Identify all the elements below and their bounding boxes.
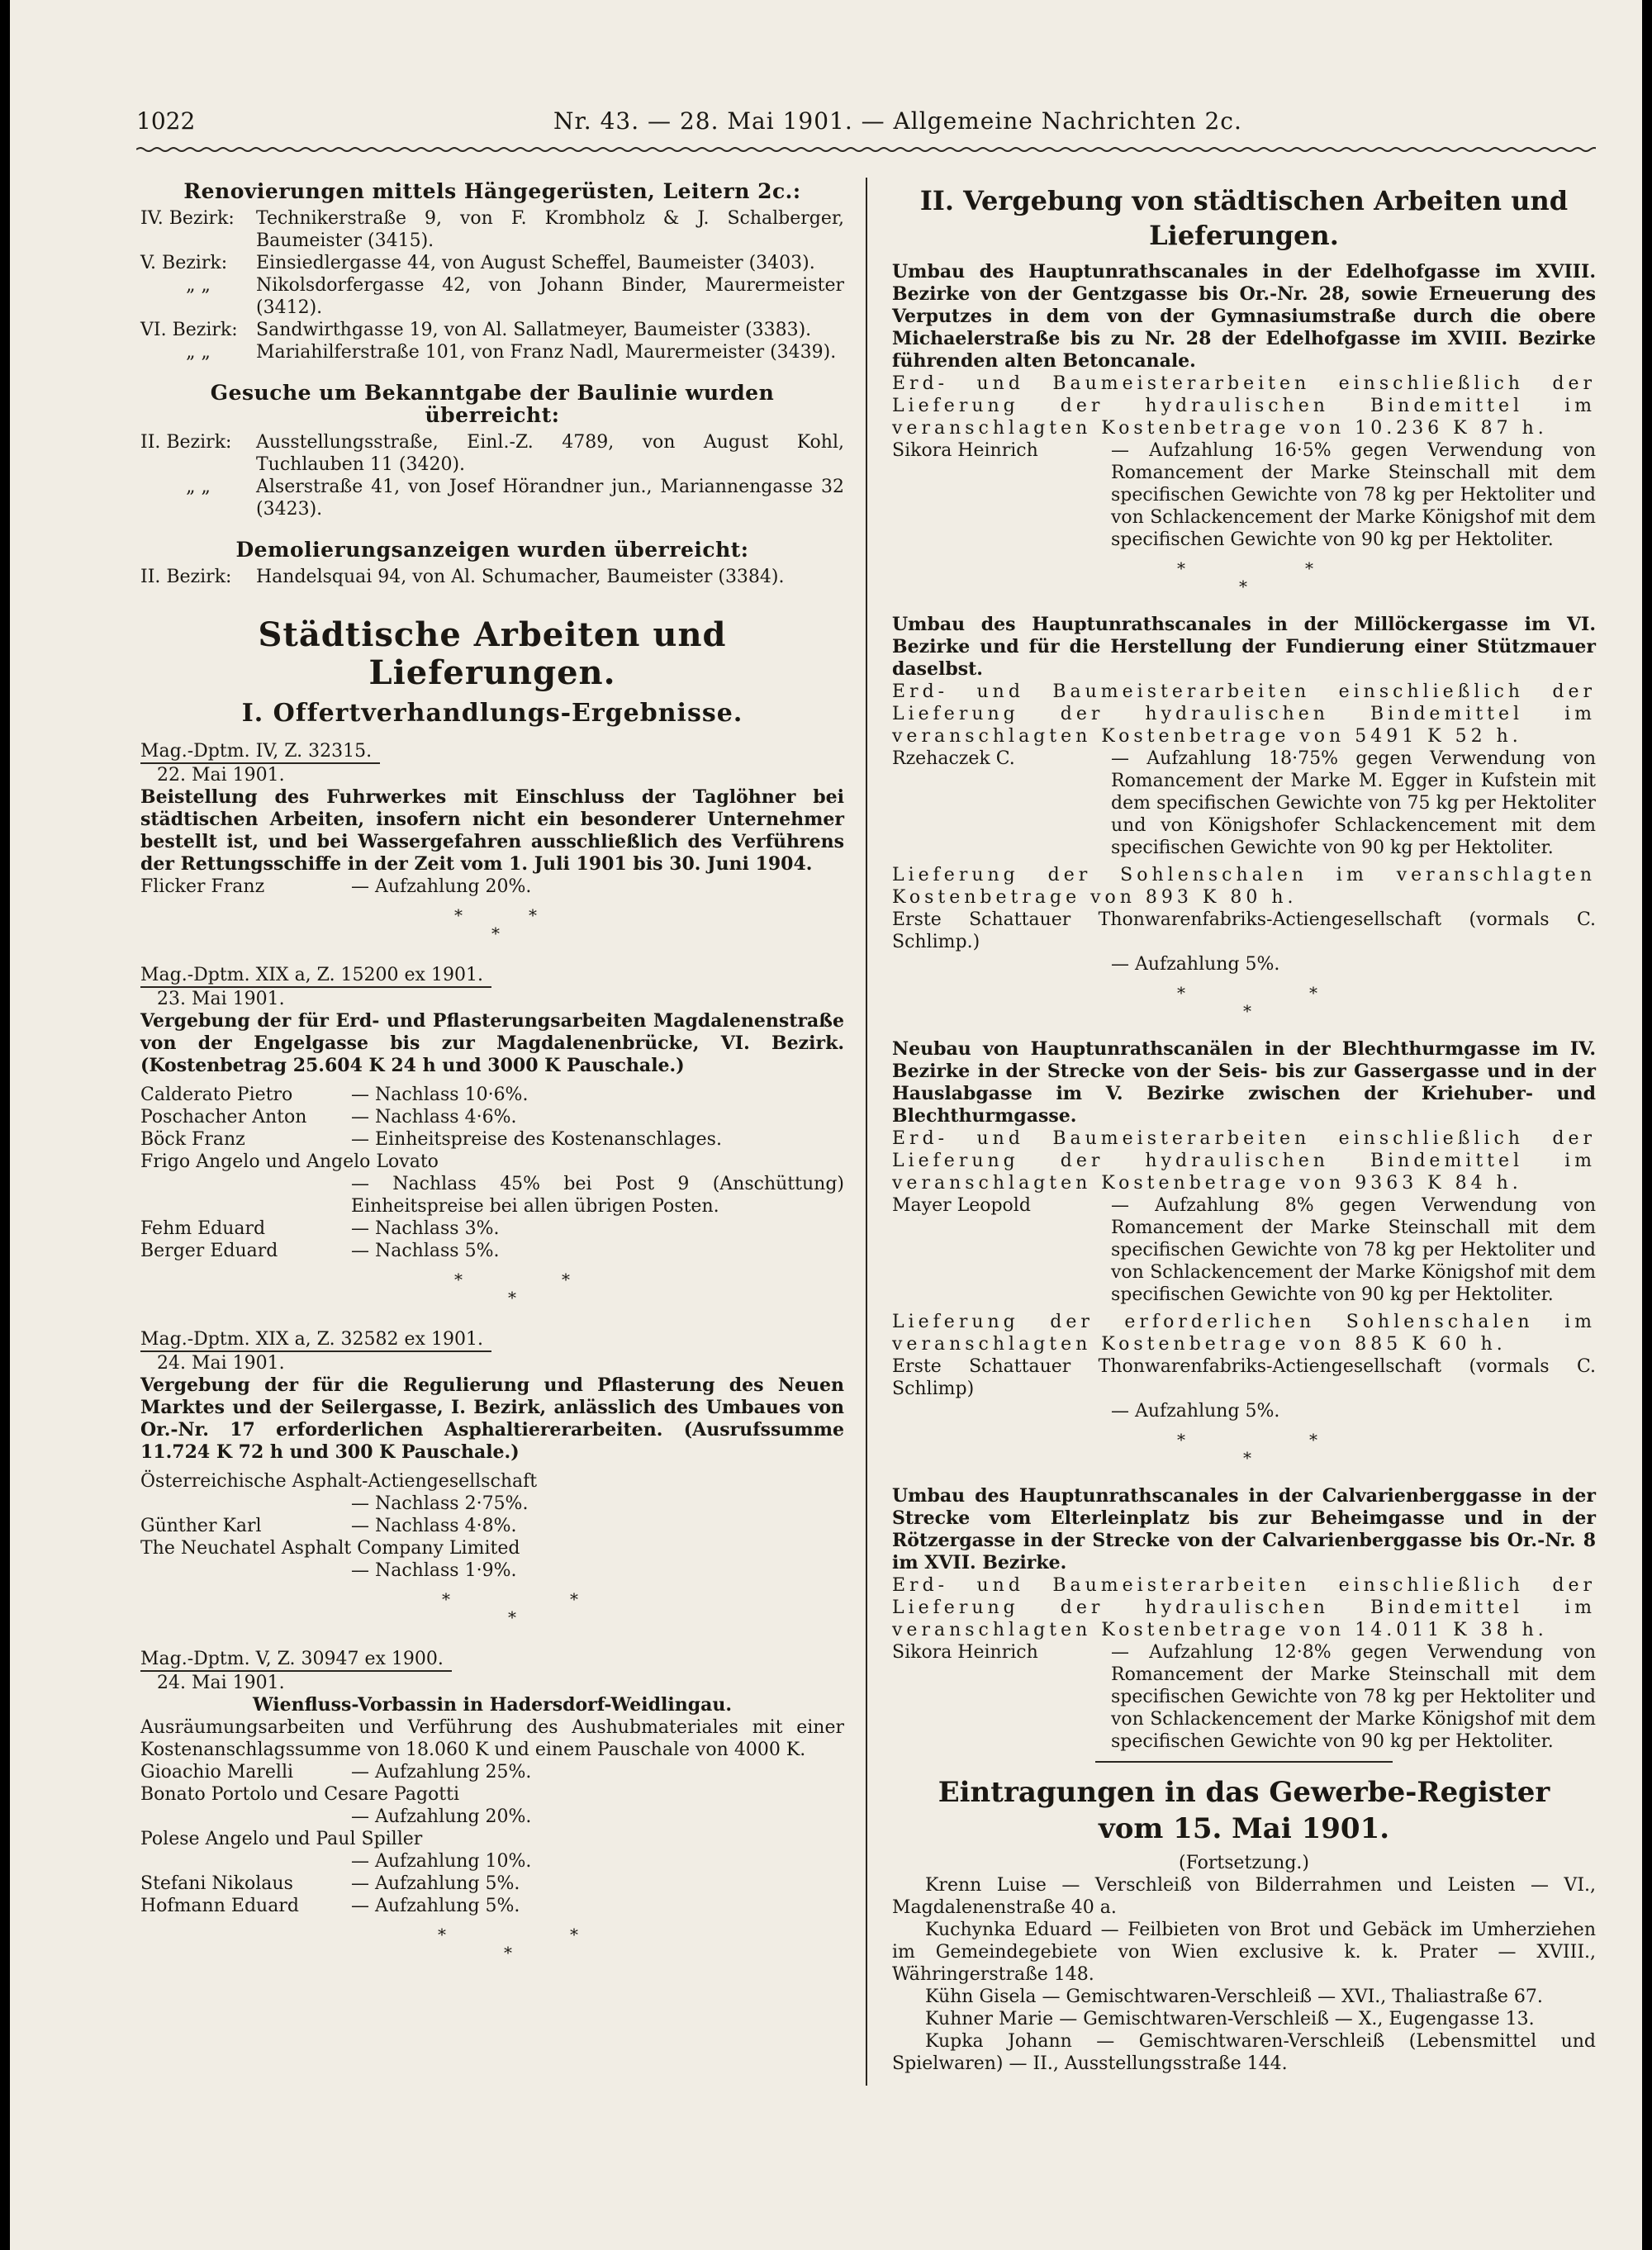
reference-number: Mag.-Dptm. V, Z. 30947 ex 1900. <box>140 1648 452 1672</box>
table-row: Frigo Angelo und Angelo Lovato <box>140 1151 439 1172</box>
date-line: 23. Mai 1901. <box>157 989 285 1009</box>
list-item: Kuchynka Eduard — Feilbieten von Brot und Gebäck im Umherziehen im Gemeindegebiete von Wien exclusive k. k. Prater — XVIII., Währingerstraße 148. <box>892 1920 1596 1985</box>
work-description: Erd- und Baumeisterarbeiten einschließlich der Lieferung der hydraulischen Bindemittel im veranschlagten Kostenbetrage von 9363 K 84 h. <box>892 1128 1596 1194</box>
separator-stars: * * * <box>438 1925 578 1963</box>
main-title: Städtische Arbeiten und Lieferungen. <box>258 615 727 692</box>
table-row: Berger Eduard — Nachlass 5%. <box>140 1241 500 1261</box>
header-wavy-rule <box>136 145 1596 154</box>
baulinie-heading: Gesuche um Bekanntgabe der Baulinie wurden überreicht: <box>210 381 775 427</box>
demolition-heading: Demolierungsanzeigen wurden überreicht: <box>235 538 749 562</box>
separator-stars: * * * <box>1177 1430 1317 1468</box>
trade-register <box>892 1774 1596 2075</box>
list-item: Kuhner Marie — Gemischtwaren-Verschleiß — X., Eugengasse 13. <box>925 2009 1535 2029</box>
list-item: Kupka Johann — Gemischtwaren-Verschleiß (Lebensmittel und Spielwaren) — II., Ausstellungsstraße 144. <box>892 2031 1596 2074</box>
tender-block-2 <box>140 961 844 1315</box>
award-title: Umbau des Hauptunrathscanales in der Edelhofgasse im XVIII. Bezirke von der Gentzgasse bis Or.-Nr. 28, sowie Erneuerung des Verputzes in dem von der Gymnasiumstraße durch die obere Michaelerstraße bis zu Nr. 28 der Edelhofgasse im XVIII. Bezirke führenden alten Betoncanale. <box>892 261 1596 372</box>
reference-number: Mag.-Dptm. XIX a, Z. 15200 ex 1901. <box>140 964 491 988</box>
table-row: Fehm Eduard — Nachlass 3%. <box>140 1218 500 1239</box>
award-block-2 <box>892 614 1596 1028</box>
tender-intro: Ausräumungsarbeiten und Verführung des Aushubmateriales mit einer Kostenanschlagssumme von 18.060 K und einem Pauschale von 4000 K. <box>140 1717 844 1760</box>
award-block-1 <box>892 261 1596 604</box>
list-item: II. Bezirk: Handelsquai 94, von Al. Schumacher, Baumeister (3384). <box>140 567 785 587</box>
list-item: Kühn Gisela — Gemischtwaren-Verschleiß — XVI., Thaliastraße 67. <box>925 1987 1543 2007</box>
tender-title: Vergebung der für Erd- und Pflasterungsarbeiten Magdalenenstraße von der Engelgasse bis zur Magdalenenbrücke, VI. Bezirk. (Kostenbetrag 25.604 K 24 h und 3000 K Pauschale.) <box>140 1010 844 1076</box>
right-column <box>892 173 1596 2075</box>
date-line: 24. Mai 1901. <box>157 1673 285 1693</box>
award-block-3 <box>892 1038 1596 1475</box>
table-row: Sikora Heinrich — Aufzahlung 12·8% gegen Verwendung von Romancement der Marke Steinschall mit dem specifischen Gewichte von 78 kg per Hektoliter und von Schlackencement der Marke Königshof mit dem specifischen Gewichte von 90 kg per Hektoliter. <box>892 1642 1596 1752</box>
baulinie-list <box>140 431 844 520</box>
tender-title: Beistellung des Fuhrwerkes mit Einschluss der Taglöhner bei städtischen Arbeiten, insofern nicht ein besonderer Unternehmer bestellt ist, und bei Wassergefahren ausschließlich des Verführens der Rettungsschiffe in der Zeit vom 1. Juli 1901 bis 30. Juni 1904. <box>140 786 844 875</box>
separator-stars: * * * <box>1177 558 1313 596</box>
separator-stars: * * * <box>442 1589 578 1627</box>
column-divider <box>866 178 867 2086</box>
table-row: — Aufzahlung 10%. <box>351 1851 532 1872</box>
list-item: VI. Bezirk: Sandwirthgasse 19, von Al. Sallatmeyer, Baumeister (3383). <box>140 320 812 340</box>
table-row: Gioachio Marelli — Aufzahlung 25%. <box>140 1762 532 1782</box>
table-row: Sikora Heinrich — Aufzahlung 16·5% gegen Verwendung von Romancement der Marke Steinschall mit dem specifischen Gewichte von 78 kg per Hektoliter und von Schlackencement der Marke Königshof mit dem specifischen Gewichte von 90 kg per Hektoliter. <box>892 440 1596 550</box>
renovation-heading: Renovierungen mittels Hängegerüsten, Leitern 2c.: <box>183 179 801 203</box>
award-title: Umbau des Hauptunrathscanales in der Calvarienberggasse in der Strecke vom Elterleinplatz bis zur Beheimgasse und in der Rötzergasse in der Strecke von der Calvarienberggasse bis Or.-Nr. 8 im XVII. Bezirke. <box>892 1485 1596 1574</box>
separator-stars: * * * <box>1177 983 1317 1021</box>
tender-title: Wienfluss-Vorbassin in Hadersdorf-Weidlingau. <box>252 1694 732 1716</box>
tender-title: Vergebung der für die Regulierung und Pflasterung des Neuen Marktes und der Seilergasse, I. Bezirk, anlässlich des Umbaues von Or.-Nr. 17 erforderlichen Asphaltiererarbeiten. (Ausrufssumme 11.724 K 72 h und 300 K Pauschale.) <box>140 1374 844 1463</box>
table-row: — Nachlass 2·75%. <box>351 1493 529 1514</box>
list-item: „ „ Nikolsdorfergasse 42, von Johann Binder, Maurermeister (3412). <box>186 275 844 318</box>
date-line: 24. Mai 1901. <box>157 1353 285 1374</box>
tender-block-1 <box>140 737 844 951</box>
table-row: Calderato Pietro — Nachlass 10·6%. <box>140 1085 529 1105</box>
table-row: Hofmann Eduard — Aufzahlung 5%. <box>140 1896 520 1916</box>
table-row: Mayer Leopold — Aufzahlung 8% gegen Verwendung von Romancement der Marke Steinschall mit dem specifischen Gewichte von 78 kg per Hektoliter und von Schlackencement der Marke Königshof mit dem specifischen Gewichte von 90 kg per Hektoliter. <box>892 1195 1596 1305</box>
table-row: The Neuchatel Asphalt Company Limited <box>140 1538 520 1559</box>
table-row: Bonato Portolo und Cesare Pagotti <box>140 1784 459 1805</box>
list-item: V. Bezirk: Einsiedlergasse 44, von August Scheffel, Baumeister (3403). <box>140 253 815 273</box>
list-item: „ „ Mariahilferstraße 101, von Franz Nadl, Maurermeister (3439). <box>186 342 837 363</box>
work-description: Lieferung der erforderlichen Sohlenschalen im veranschlagten Kostenbetrage von 885 K 60 h. <box>892 1312 1596 1355</box>
firm-name: Erste Schattauer Thonwarenfabriks-Actiengesellschaft (vormals C. Schlimp.) <box>892 909 1596 952</box>
page-number: 1022 <box>136 107 196 135</box>
section-title: I. Offertverhandlungs-Ergebnisse. <box>241 699 743 728</box>
tender-block-4 <box>140 1645 844 1970</box>
header-issue-line: Nr. 43. — 28. Mai 1901. — Allgemeine Nachrichten 2c. <box>553 107 1242 135</box>
award-block-4 <box>892 1485 1596 1753</box>
work-description: Lieferung der Sohlenschalen im veranschlagten Kostenbetrage von 893 K 80 h. <box>892 865 1596 908</box>
separator-stars: * * * <box>454 905 537 943</box>
award-title: Umbau des Hauptunrathscanales in der Millöckergasse im VI. Bezirke und für die Herstellung der Fundierung einer Stützmauer daselbst. <box>892 614 1596 680</box>
table-row: — Aufzahlung 5%. <box>1111 1401 1280 1422</box>
table-row: Poschacher Anton — Nachlass 4·6%. <box>140 1107 517 1127</box>
table-row: Flicker Franz — Aufzahlung 20%. <box>140 876 532 897</box>
work-description: Erd- und Baumeisterarbeiten einschließlich der Lieferung der hydraulischen Bindemittel im veranschlagten Kostenbetrage von 10.236 K 87 h. <box>892 373 1596 439</box>
list-item: II. Bezirk: Ausstellungsstraße, Einl.-Z. 4789, von August Kohl, Tuchlauben 11 (3420). <box>140 432 844 475</box>
section-title: II. Vergebung von städtischen Arbeiten und Lieferungen. <box>919 185 1569 251</box>
list-item: „ „ Alserstraße 41, von Josef Hörandner jun., Mariannengasse 32 (3423). <box>186 477 844 520</box>
table-row: Günther Karl — Nachlass 4·8%. <box>140 1516 517 1536</box>
table-row: — Nachlass 45% bei Post 9 (Anschüttung) Einheitspreise bei allen übrigen Posten. <box>351 1174 844 1217</box>
table-row: Stefani Nikolaus — Aufzahlung 5%. <box>140 1873 520 1894</box>
table-row: Polese Angelo und Paul Spiller <box>140 1829 423 1849</box>
work-description: Erd- und Baumeisterarbeiten einschließlich der Lieferung der hydraulischen Bindemittel im veranschlagten Kostenbetrage von 14.011 K 38 h. <box>892 1575 1596 1640</box>
page-header <box>136 107 1596 140</box>
reference-number: Mag.-Dptm. XIX a, Z. 32582 ex 1901. <box>140 1328 491 1352</box>
register-heading: Eintragungen in das Gewerbe-Register vom 15. Mai 1901. <box>938 1776 1550 1845</box>
separator-stars: * * * <box>454 1270 570 1308</box>
reference-number: Mag.-Dptm. IV, Z. 32315. <box>140 740 380 764</box>
section-rule <box>1095 1761 1393 1763</box>
tender-block-3 <box>140 1325 844 1635</box>
work-description: Erd- und Baumeisterarbeiten einschließlich der Lieferung der hydraulischen Bindemittel im veranschlagten Kostenbetrage von 5491 K 52 h. <box>892 681 1596 747</box>
left-column <box>140 173 844 1980</box>
list-item: Krenn Luise — Verschleiß von Bilderrahmen und Leisten — VI., Magdalenenstraße 40 a. <box>892 1875 1596 1918</box>
award-title: Neubau von Hauptunrathscanälen in der Blechthurmgasse im IV. Bezirke in der Strecke von der Seis- bis zur Gassergasse und in der Hauslabgasse im V. Bezirke zwischen der Kriehuber- und Blechthurmgasse. <box>892 1038 1596 1127</box>
table-row: Österreichische Asphalt-Actiengesellschaft <box>140 1471 538 1492</box>
renovation-list <box>140 207 844 363</box>
continuation-note: (Fortsetzung.) <box>1179 1853 1309 1873</box>
date-line: 22. Mai 1901. <box>157 765 285 786</box>
list-item: IV. Bezirk: Technikerstraße 9, von F. Krombholz & J. Schalberger, Baumeister (3415). <box>140 208 844 251</box>
table-row: Böck Franz — Einheitspreise des Kostenanschlages. <box>140 1129 722 1150</box>
firm-name: Erste Schattauer Thonwarenfabriks-Actiengesellschaft (vormals C. Schlimp) <box>892 1356 1596 1399</box>
table-row: — Nachlass 1·9%. <box>351 1560 517 1581</box>
newspaper-page <box>10 0 1642 2250</box>
table-row: Rzehaczek C. — Aufzahlung 18·75% gegen Verwendung von Romancement der Marke M. Egger in Kufstein mit dem specifischen Gewichte von 75 kg per Hektoliter und von Königshofer Schlackencement mit dem specifischen Gewichte von 90 kg per Hektoliter. <box>892 748 1596 858</box>
table-row: — Aufzahlung 5%. <box>1111 954 1280 975</box>
table-row: — Aufzahlung 20%. <box>351 1806 532 1827</box>
demolition-list <box>140 566 844 588</box>
